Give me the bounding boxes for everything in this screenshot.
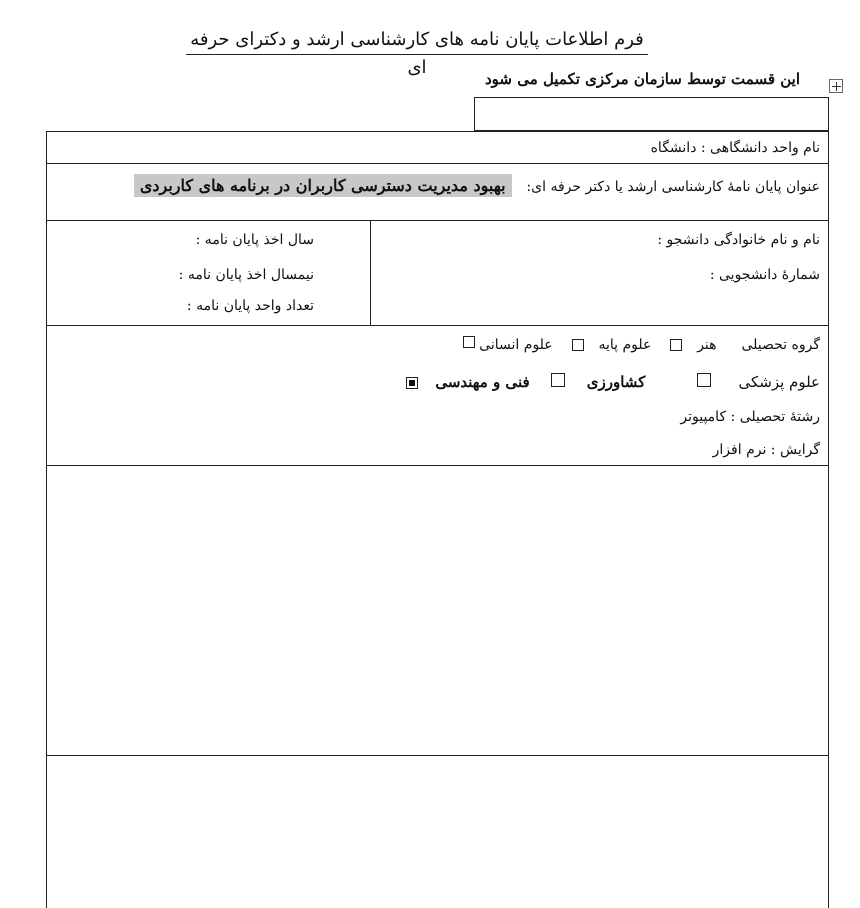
university-label: نام واحد دانشگاهی : دانشگاه: [650, 140, 820, 156]
form-title: فرم اطلاعات پایان نامه های کارشناسی ارشد و دکترای حرفه ای: [186, 26, 648, 55]
option-art-checkbox[interactable]: [670, 339, 682, 351]
study-group-line-2: [406, 373, 820, 391]
field-of-study: رشتهٔ تحصیلی : کامپیوتر: [680, 409, 820, 425]
university-row: [46, 131, 829, 163]
option-humanities-checkbox[interactable]: [463, 336, 475, 348]
student-number-label: شمارهٔ دانشجویی :: [709, 267, 820, 283]
option-agriculture-label: کشاورزی: [586, 373, 646, 391]
option-agriculture-checkbox[interactable]: [551, 373, 565, 387]
study-branch: گرایش : نرم افزار: [712, 442, 820, 458]
central-org-box[interactable]: [474, 97, 829, 131]
thesis-units-label: تعداد واحد پایان نامه :: [186, 298, 314, 314]
study-group-line: [463, 336, 820, 354]
thesis-title-line: [134, 177, 820, 196]
table-move-handle-icon[interactable]: [829, 79, 843, 93]
thesis-semester-label: نیمسال اخذ پایان نامه :: [178, 267, 314, 283]
student-name-label: نام و نام خانوادگی دانشجو :: [657, 232, 820, 248]
option-art-label: هنر: [697, 337, 717, 353]
student-info-row: [46, 220, 829, 325]
empty-section-1: [46, 465, 829, 755]
option-basic-sciences-label: علوم پایه: [598, 337, 652, 353]
option-engineering-label: فنی و مهندسی: [435, 373, 530, 391]
thesis-title-row: [46, 163, 829, 220]
option-medical-checkbox[interactable]: [697, 373, 711, 387]
thesis-title-label: عنوان پایان نامهٔ کارشناسی ارشد یا دکتر حرفه ای:: [526, 179, 820, 195]
empty-section-2: [46, 755, 829, 908]
student-info-divider: [370, 221, 371, 325]
option-humanities-label: علوم انسانی: [479, 337, 553, 353]
study-group-row: [46, 325, 829, 465]
thesis-year-label: سال اخذ پایان نامه :: [195, 232, 314, 248]
option-basic-sciences-checkbox[interactable]: [572, 339, 584, 351]
thesis-title-value: بهبود مدیریت دسترسی کاربران در برنامه های کاربردی: [134, 174, 512, 197]
central-org-note: این قسمت توسط سازمان مرکزی تکمیل می شود: [484, 70, 800, 88]
study-group-label: گروه تحصیلی: [741, 337, 820, 353]
option-engineering-checkbox[interactable]: [406, 377, 418, 389]
option-medical-label: علوم پزشکی: [738, 373, 820, 391]
